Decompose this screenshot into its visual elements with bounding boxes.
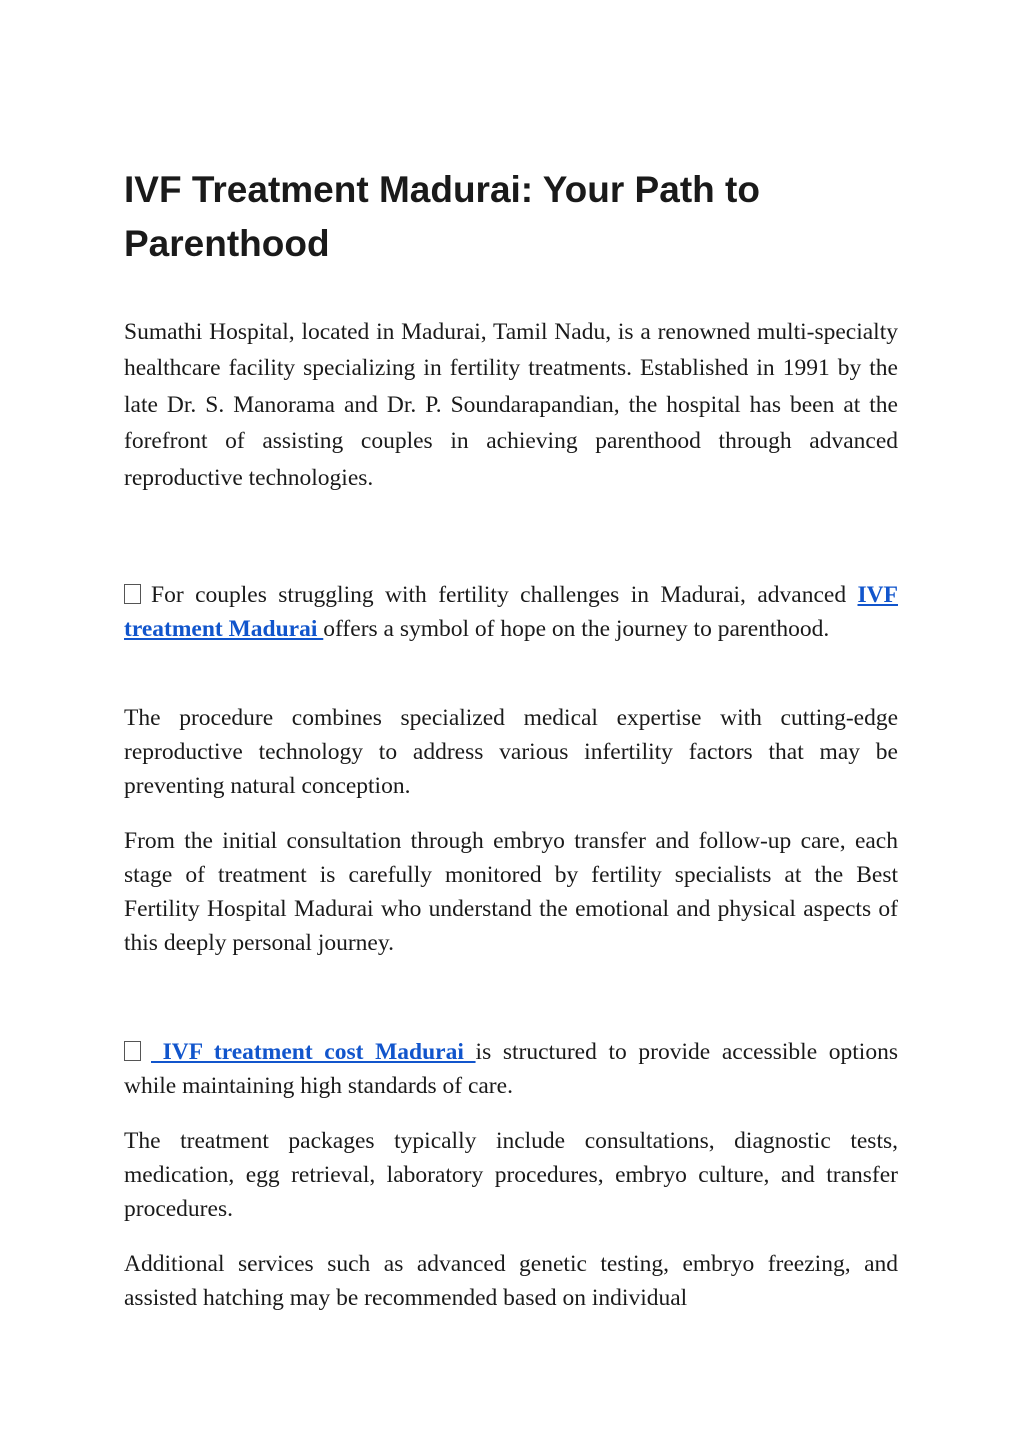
ivf-tail-text: offers a symbol of hope on the journey to parenthood. [323, 616, 830, 642]
ivf-treatment-madurai-link[interactable]: IVF treatment Madurai [124, 582, 898, 642]
procedure-paragraph: The procedure combines specialized medical expertise with cutting-edge reproductive technology to address various infertility factors that may be preventing natural conception. [124, 705, 898, 799]
page-title: IVF Treatment Madurai: Your Path to Parenthood [124, 169, 760, 264]
missing-glyph-box-icon [124, 1041, 141, 1061]
ivf-cost-tail-text: is structured to provide accessible options while maintaining high standards of care. [124, 1039, 898, 1099]
consultation-paragraph: From the initial consultation through embryo transfer and follow-up care, each stage of treatment is carefully monitored by fertility specialists at the Best Fertility Hospital Madurai who understand the emotional and physical aspects of this deeply personal journey. [124, 828, 898, 956]
ivf-lead-text: For couples struggling with fertility challenges in Madurai, advanced [151, 582, 858, 608]
packages-paragraph: The treatment packages typically include consultations, diagnostic tests, medication, egg retrieval, laboratory procedures, embryo culture, and transfer procedures. [124, 1128, 898, 1222]
ivf-treatment-paragraph [124, 578, 898, 646]
ivf-cost-paragraph [124, 1035, 898, 1103]
ivf-treatment-cost-madurai-link[interactable]: IVF treatment cost Madurai [151, 1039, 476, 1065]
intro-paragraph: Sumathi Hospital, located in Madurai, Tamil Nadu, is a renowned multi-specialty healthcare facility specializing in fertility treatments. Established in 1991 by the late Dr. S. Manorama and Dr. P. Soundarapandian, the hospital has been at the forefront of assisting couples in achieving parenthood through advanced reproductive technologies. [124, 319, 898, 491]
additional-services-paragraph: Additional services such as advanced genetic testing, embryo freezing, and assisted hatching may be recommended based on individual [124, 1251, 898, 1311]
missing-glyph-box-icon [124, 584, 141, 604]
